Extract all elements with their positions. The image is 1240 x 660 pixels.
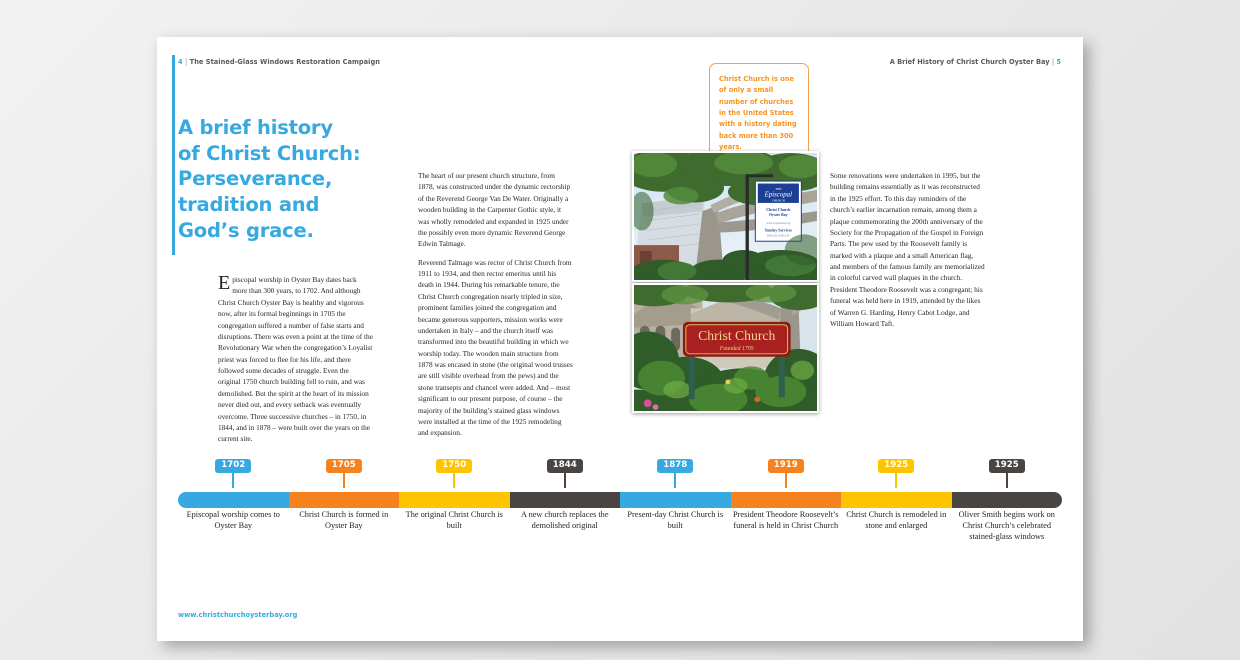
- svg-text:THE: THE: [775, 186, 782, 191]
- timeline-stem: [453, 471, 455, 488]
- timeline-event-label: Christ Church is formed in Oyster Bay: [299, 509, 389, 531]
- header-separator-left: |: [185, 58, 188, 66]
- photo-church-sign-tree: [632, 151, 819, 282]
- timeline-item[interactable]: [952, 452, 1063, 543]
- svg-text:8:00 A.M. 10:00 A.M.: 8:00 A.M. 10:00 A.M.: [767, 234, 790, 238]
- timeline-stem: [895, 471, 897, 488]
- timeline-year-badge[interactable]: 1750: [436, 459, 472, 473]
- page-title: [178, 115, 418, 244]
- svg-text:Founded 1705: Founded 1705: [719, 345, 754, 352]
- body-paragraph-text: piscopal worship in Oyster Bay dates back more than 300 years, to 1702. And although Christ Church Oyster Bay is healthy and vigorous now, after its formal beginnings in 1705 the congregation suffered a number of false starts and disruptions. There was even a point at the time of the Revolutionary War when the congregation’s Loyalist priest was forced to flee for his life, and there followed some decades of struggle. Even the original 1750 church building fell to ruin, and was demolished. But the spirit at the heart of its mission never died out, and every setback was eventually overcome. Three successive churches – in 1750, in 1844, and in 1878 – were built over the years on the current site.: [218, 275, 373, 444]
- svg-text:CHURCH: CHURCH: [771, 198, 785, 203]
- running-head-right: [890, 58, 1061, 66]
- body-paragraph: Reverend Talmage was rector of Christ Church from 1911 to 1934, and then rector emeritus until his death in 1944. During his remarkable tenure, the Christ Church congregation nearly tripled in size, prominent families joined the congregation and became generous supporters, mission works were undertaken in Italy – and the church itself was transformed into the beautiful building in which we worship today. The wooden main structure from 1878 was encased in stone (the original wood trusses are still visible overhead from the pews) and the stone transepts and chancel were added. And – most significant to our present purpose, of course – the majority of the building’s stained glass windows were installed at the time of the 1925 remodeling and expansion.: [418, 257, 573, 438]
- timeline-stem: [232, 471, 234, 488]
- body-column-2: [418, 170, 573, 439]
- timeline-event-label: Present-day Christ Church is built: [627, 509, 724, 531]
- timeline-year-badge[interactable]: 1705: [326, 459, 362, 473]
- timeline-year-badge[interactable]: 1925: [989, 459, 1025, 473]
- page-folio-right: 5: [1056, 58, 1061, 66]
- svg-text:Episcopal: Episcopal: [764, 191, 793, 199]
- running-head-left: [178, 58, 380, 66]
- timeline-year-badge[interactable]: 1925: [878, 459, 914, 473]
- timeline-item[interactable]: [731, 452, 842, 531]
- history-timeline: [178, 452, 1062, 602]
- body-paragraph: [218, 274, 373, 445]
- header-separator-right: |: [1051, 58, 1055, 66]
- timeline-event-label: President Theodore Roosevelt’s funeral is held in Christ Church: [733, 509, 839, 531]
- svg-text:www.ccoysterbay.org: www.ccoysterbay.org: [766, 221, 791, 225]
- timeline-item[interactable]: [510, 452, 621, 531]
- timeline-event-label: Episcopal worship comes to Oyster Bay: [186, 509, 280, 531]
- timeline-stem: [1006, 471, 1008, 488]
- timeline-event-label: Oliver Smith begins work on Christ Church’s celebrated stained-glass windows: [958, 509, 1055, 542]
- timeline-stem: [564, 471, 566, 488]
- svg-text:Oyster Bay: Oyster Bay: [769, 213, 788, 218]
- timeline-item[interactable]: [841, 452, 952, 531]
- timeline-stem: [785, 471, 787, 488]
- footer-website-url[interactable]: www.christchurchoysterbay.org: [178, 611, 298, 619]
- pull-quote-text: Christ Church is one of only a small number of churches in the United States with a history dating back more than 300 years.: [719, 75, 797, 151]
- page-title-line-2: of Christ Church:: [178, 141, 361, 165]
- body-paragraph: The heart of our present church structure, from 1878, was constructed under the dynamic rectorship of the Reverend George Van De Water. Originally a wooden building in the Carpenter Gothic style, it was wholly remodeled and expanded in 1925 under the possibly even more dynamic Reverend George Edwin Talmage.: [418, 171, 571, 249]
- timeline-year-badge[interactable]: 1702: [215, 459, 251, 473]
- body-column-3: [830, 170, 985, 329]
- timeline-item[interactable]: [620, 452, 731, 531]
- page-title-line-4: tradition and: [178, 193, 320, 217]
- running-head-left-text: The Stained-Glass Windows Restoration Campaign: [189, 58, 380, 66]
- svg-text:Sunday Services: Sunday Services: [764, 228, 792, 233]
- left-accent-rule: [172, 55, 175, 255]
- timeline-event-label: Christ Church is remodeled in stone and enlarged: [846, 509, 947, 531]
- timeline-year-badge[interactable]: 1844: [547, 459, 583, 473]
- pull-quote-callout: [709, 63, 809, 157]
- brochure-page: [157, 37, 1083, 641]
- body-column-1: [218, 274, 373, 445]
- svg-text:Christ Church: Christ Church: [698, 328, 776, 344]
- timeline-event-label: The original Christ Church is built: [405, 509, 503, 531]
- timeline-stem: [343, 471, 345, 488]
- timeline-item[interactable]: [289, 452, 400, 531]
- page-title-line-5: God’s grace.: [178, 218, 314, 242]
- photo-christ-church-entrance-sign: [632, 283, 819, 413]
- timeline-event-label: A new church replaces the demolished original: [520, 509, 609, 531]
- drop-cap: E: [218, 272, 231, 294]
- running-head-right-text: A Brief History of Christ Church Oyster Bay: [889, 58, 1050, 66]
- timeline-item[interactable]: [178, 452, 289, 531]
- page-folio-left: 4: [178, 58, 183, 66]
- page-title-line-1: A brief history: [178, 116, 333, 139]
- page-title-line-3: Perseverance,: [178, 167, 333, 191]
- timeline-item[interactable]: [399, 452, 510, 531]
- timeline-year-badge[interactable]: 1878: [657, 459, 693, 473]
- svg-text:Christ Church: Christ Church: [766, 208, 791, 213]
- body-paragraph: Some renovations were undertaken in 1995, but the building remains essentially as it was reconstructed in the 1925 effort. To this day reminders of the church’s earlier incarnation remain, among them a plaque commemorating the 200th anniversary of the Society for the Propagation of the Gospel in Foreign Parts. The pew used by the Roosevelt family is marked with a plaque and a small American flag, and members of the famous family are memorialized in colorful carved wall plaques in the church. President Theodore Roosevelt was a congregant; his funeral was held here in 1919, attended by the likes of Warren G. Harding, Henry Cabot Lodge, and William Howard Taft.: [830, 171, 985, 328]
- timeline-stem: [674, 471, 676, 488]
- timeline-year-badge[interactable]: 1919: [768, 459, 804, 473]
